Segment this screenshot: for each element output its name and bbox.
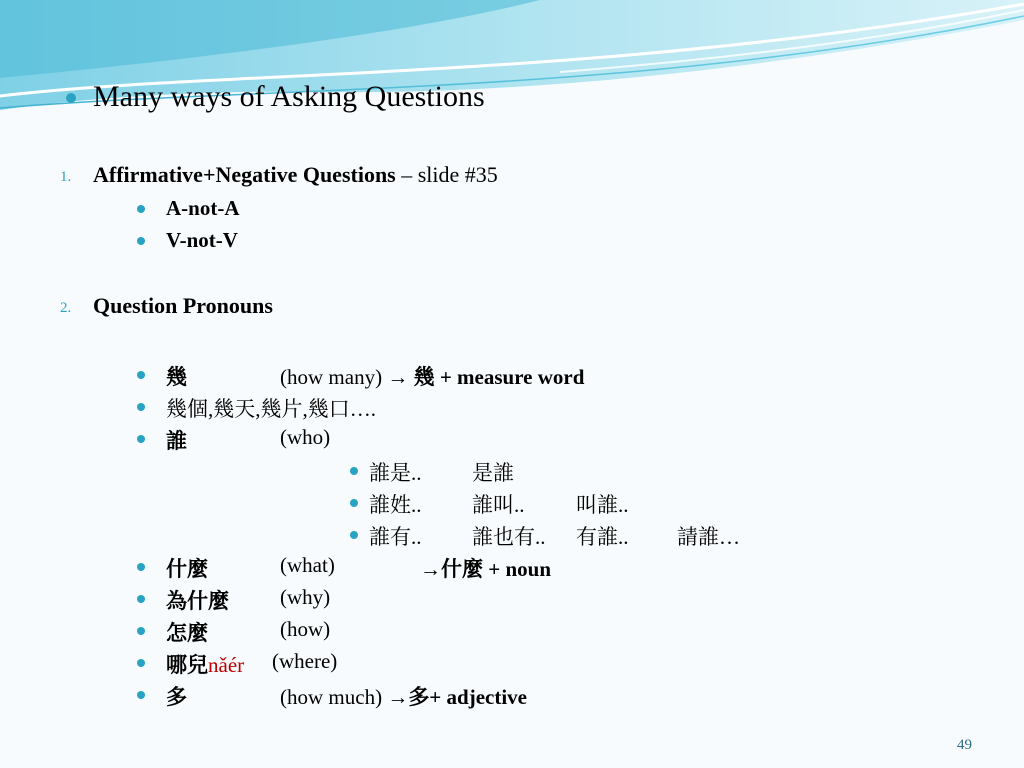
pronoun-word: 幾 xyxy=(166,365,187,389)
bullet-icon xyxy=(137,435,145,443)
pronoun-gloss: (why) xyxy=(280,585,331,609)
item-number: 2. xyxy=(60,300,72,316)
pronoun-word: 多 xyxy=(166,685,187,709)
item-suffix: – slide #35 xyxy=(401,162,498,187)
arrow-icon: → xyxy=(387,365,409,389)
item-title-1 xyxy=(93,162,498,188)
gloss-text: (how much) xyxy=(280,685,383,709)
example-cell: 是誰 xyxy=(472,461,514,485)
pronoun-gloss: (who) xyxy=(280,425,331,449)
example-cell: 誰有.. xyxy=(369,525,422,549)
bullet-icon xyxy=(137,659,145,667)
bullet-icon xyxy=(350,499,358,507)
bullet-icon xyxy=(350,467,358,475)
header-wave-decoration xyxy=(0,0,1024,140)
rhs-word: 多+ xyxy=(408,685,442,709)
bullet-icon xyxy=(137,595,145,603)
pronoun-gloss xyxy=(280,361,584,391)
bullet-icon xyxy=(137,403,145,411)
example-cell: 請誰… xyxy=(677,525,740,549)
bullet-icon xyxy=(137,237,145,245)
arrow-icon: → xyxy=(387,685,409,709)
item-title-text: Affirmative+Negative Questions xyxy=(93,162,396,187)
gloss-text: (how many) xyxy=(280,365,383,389)
bullet-icon xyxy=(137,563,145,571)
rhs-rest: + measure word xyxy=(434,365,585,389)
arrow-icon: → xyxy=(420,557,441,581)
example-cell: 有誰.. xyxy=(576,525,629,549)
pinyin-text: nǎér xyxy=(208,653,245,677)
pronoun-word: 為什麼 xyxy=(166,589,229,613)
sub-item: V-not-V xyxy=(166,228,238,252)
example-cell: 誰是.. xyxy=(369,461,422,485)
pronoun-gloss: (where) xyxy=(272,649,338,673)
pronoun-rule xyxy=(420,553,551,583)
rhs-word: 幾 xyxy=(413,365,435,389)
item-number: 1. xyxy=(60,169,72,185)
rhs-text: 什麼 + noun xyxy=(441,557,552,581)
bullet-icon xyxy=(350,531,358,539)
example-cell: 誰姓.. xyxy=(369,493,422,517)
slide-heading: Many ways of Asking Questions xyxy=(93,80,485,113)
bullet-icon xyxy=(66,93,76,103)
pronoun-word: 誰 xyxy=(166,429,187,453)
bullet-icon xyxy=(137,627,145,635)
pronoun-where xyxy=(166,649,244,679)
sub-item: A-not-A xyxy=(166,196,240,220)
pronoun-gloss xyxy=(280,681,527,711)
pronoun-examples: 幾個,幾天,幾片,幾口…. xyxy=(166,397,376,421)
example-cell: 誰叫.. xyxy=(472,493,525,517)
pronoun-gloss: (what) xyxy=(280,553,335,577)
bullet-icon xyxy=(137,371,145,379)
rhs-rest: adjective xyxy=(441,685,527,709)
pronoun-word: 怎麼 xyxy=(166,621,208,645)
example-cell: 叫誰.. xyxy=(576,493,629,517)
example-cell: 誰也有.. xyxy=(472,525,546,549)
bullet-icon xyxy=(137,691,145,699)
pronoun-gloss: (how) xyxy=(280,617,331,641)
bullet-icon xyxy=(137,205,145,213)
pronoun-word: 哪兒 xyxy=(166,653,208,677)
item-title-2: Question Pronouns xyxy=(93,293,273,318)
page-number: 49 xyxy=(957,737,972,753)
pronoun-word: 什麼 xyxy=(166,557,208,581)
